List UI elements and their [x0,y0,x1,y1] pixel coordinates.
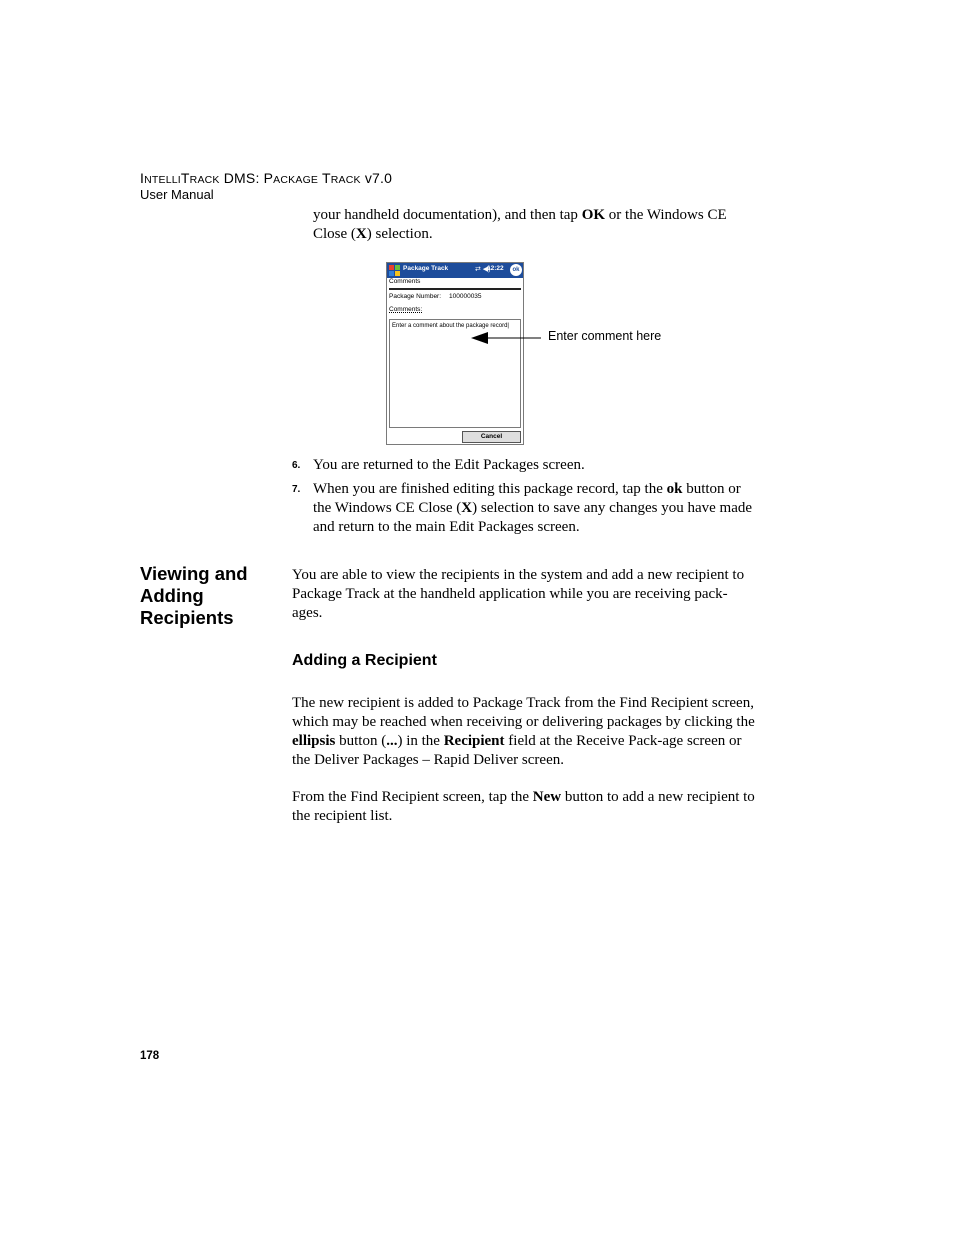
comments-label: Comments: [389,306,423,313]
intro-paragraph: your handheld documentation), and then tap OK or the Windows CE Close (X) selection. [313,207,727,242]
running-header-title: INTELLITRACK DMS: PACKAGE TRACK v7.0 [140,170,393,186]
device-titlebar [387,263,523,278]
device-ok-button[interactable]: ok [510,264,522,276]
running-header-subtitle: User Manual [140,187,214,202]
device-tab-comments[interactable]: Comments [389,278,421,285]
device-clock: 12:22 [487,265,504,272]
subsection-heading: Adding a Recipient [292,652,437,669]
package-number-label: Package Number: [389,293,442,300]
device-screenshot [386,262,524,445]
callout-arrow-icon [471,328,541,348]
section-heading: Viewing and Adding Recipients [140,563,248,628]
connectivity-volume-icon: ⇄ ◀) [475,266,491,273]
step-text: You are returned to the Edit Packages screen. [313,457,585,473]
section-paragraph: You are able to view the recipients in the system and add a new recipient to Package Track at the handheld application while you are receiving pack-ages. [292,567,745,621]
callout-label: Enter comment here [548,329,662,343]
comment-text: Enter a comment about the package record| [392,323,509,329]
subsection-paragraph: From the Find Recipient screen, tap the New button to add a new recipient to the recipient list. [292,789,755,824]
device-app-title: Package Track [403,265,449,272]
step-number: 6. [292,460,301,471]
device-divider [389,288,521,290]
step-number: 7. [292,484,301,495]
page-number: 178 [140,1050,160,1062]
device-cancel-button[interactable]: Cancel [462,431,521,443]
package-number-value: 100000035 [449,293,482,300]
step-text: When you are finished editing this package record, tap the ok button or the Windows CE Close (X) selection to save any changes you have made and return to the main Edit Packages screen. [313,481,753,535]
subsection-paragraph: The new recipient is added to Package Track from the Find Recipient screen, which may be reached when receiving or delivering packages by clicking the ellipsis button (...) in the Recipient field at the Receive Pack-age screen or the Deliver Packages – Rapid Deliver screen. [292,695,755,768]
windows-start-icon [389,265,400,276]
